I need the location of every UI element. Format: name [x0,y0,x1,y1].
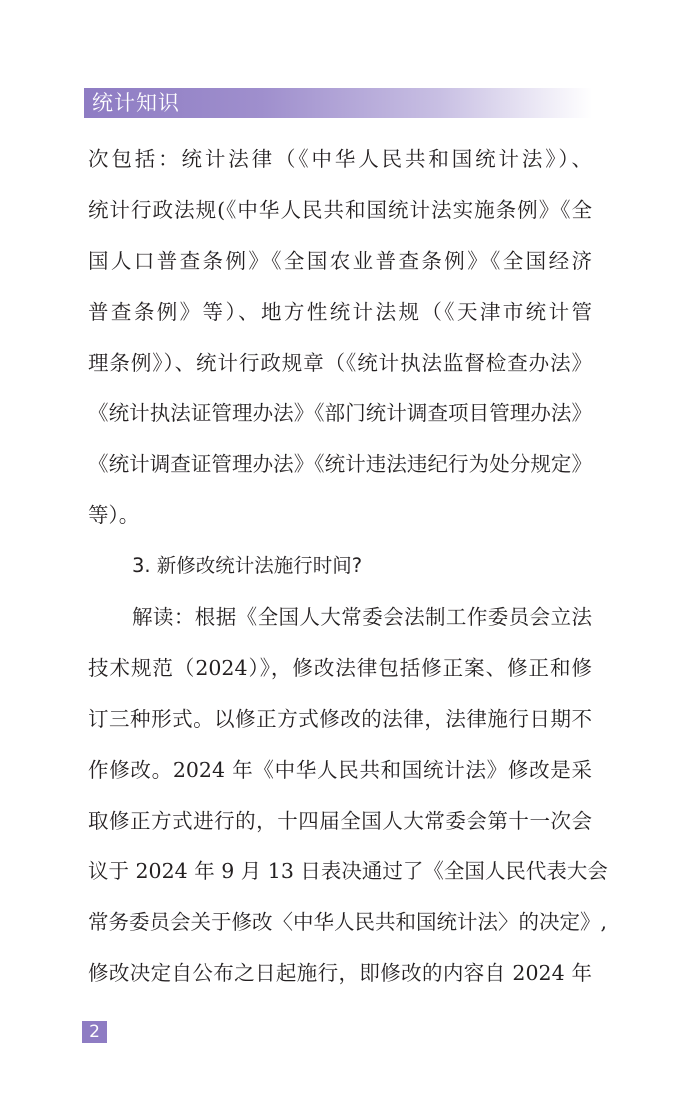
paragraph-line: 订三种形式。以修正方式修改的法律，法律施行日期不 [88,706,592,731]
text-line: 国人口普查条例》《全国农业普查条例》《全国经济 [88,248,592,273]
page-number: 2 [82,1021,107,1043]
paragraph-line: 议于 2024 年 9 月 13 日表决通过了《全国人民代表大会 [88,859,608,884]
paragraph-line: 解读：根据《全国人大常委会法制工作委员会立法 [132,605,592,630]
text-line: 统计行政法规(《中华人民共和国统计法实施条例》《全 [88,197,592,222]
section-title: 统计知识 [92,91,180,115]
paragraph-line: 常务委员会关于修改〈中华人民共和国统计法〉的决定》, [88,910,608,935]
paragraph-line: 取修正方式进行的，十四届全国人大常委会第十一次会 [88,808,592,833]
page-content [88,138,608,1003]
question-heading: 3. 新修改统计法施行时间? [132,554,363,578]
paragraph-line: 技术规范（2024）》，修改法律包括修正案、修正和修 [88,655,592,680]
paragraph-line: 修改决定自公布之日起施行，即修改的内容自 2024 年 [88,961,592,986]
text-line: 普查条例》等）、地方性统计法规（《天津市统计管 [88,299,592,324]
text-line: 次包括：统计法律（《中华人民共和国统计法》）、 [88,147,592,171]
text-line: 理条例》）、统计行政规章（《统计执法监督检查办法》 [88,350,592,375]
paragraph-line: 作修改。2024 年《中华人民共和国统计法》修改是采 [88,757,592,782]
text-line: 《统计执法证管理办法》《部门统计调查项目管理办法》 [88,401,592,426]
text-line: 《统计调查证管理办法》《统计违法违纪行为处分规定》 [88,452,592,477]
text-line: 等）。 [88,503,140,528]
